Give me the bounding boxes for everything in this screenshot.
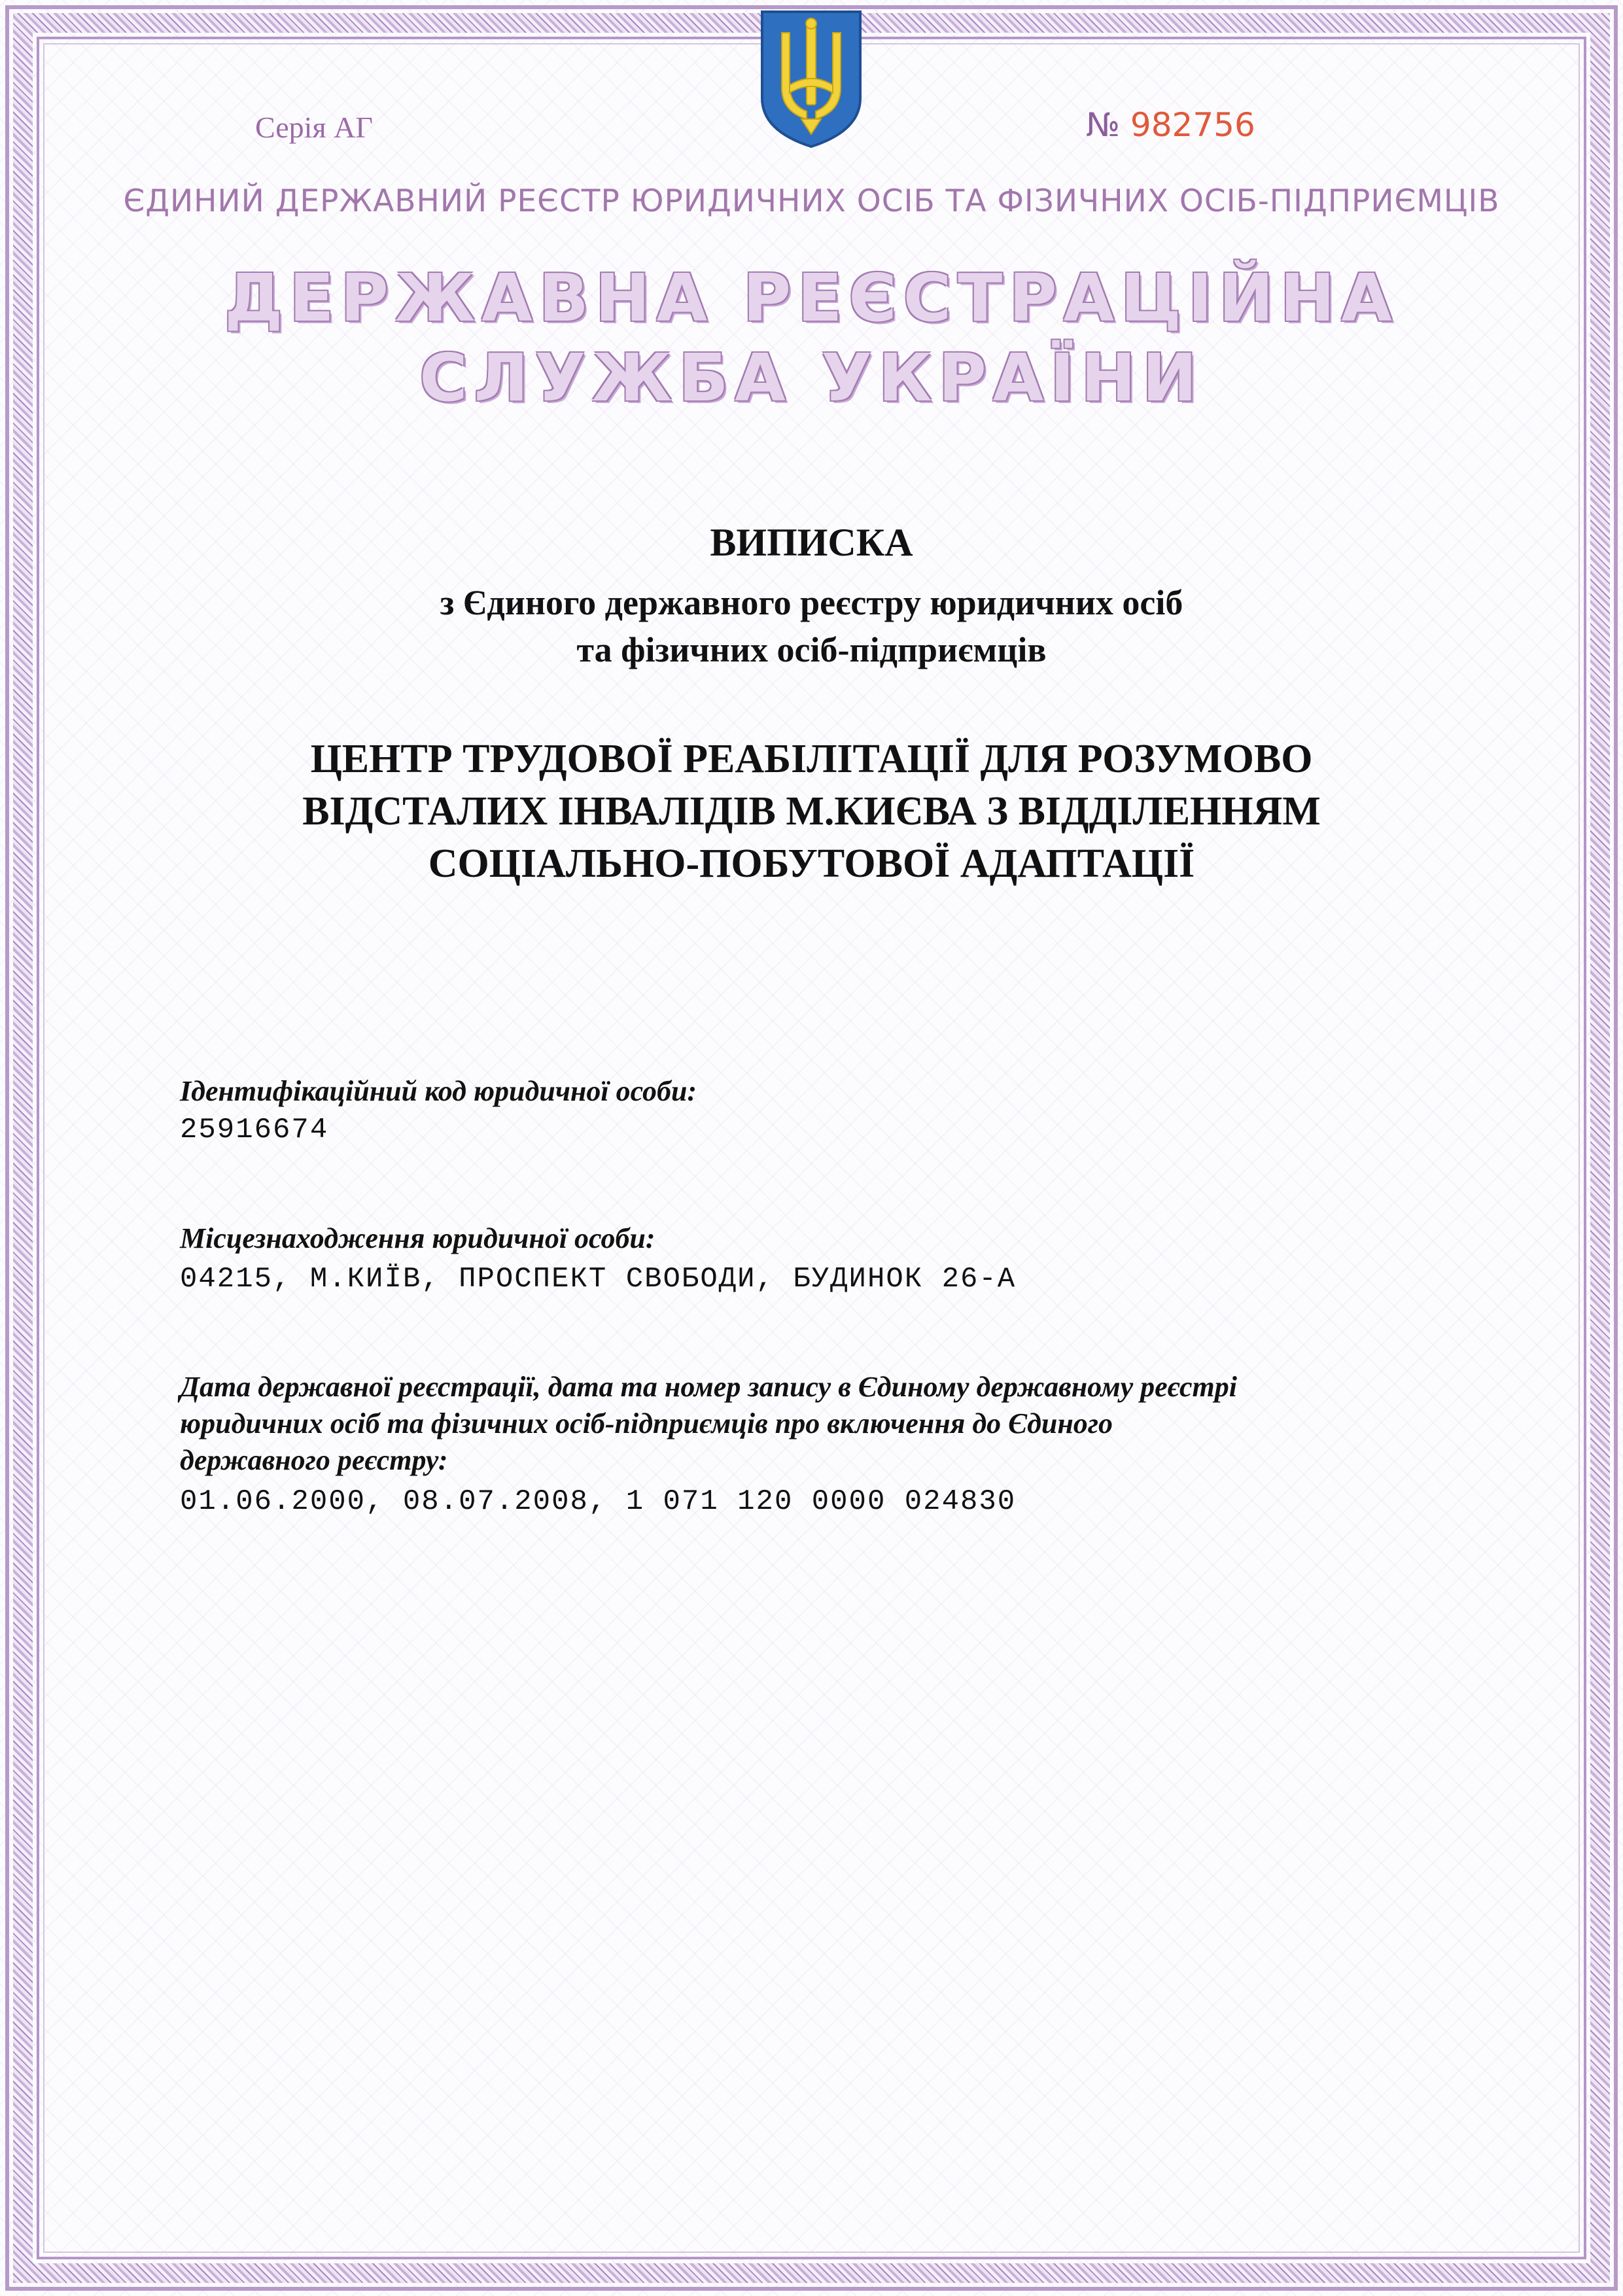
registration-label <box>180 1369 1488 1479</box>
organization-name-line-1: ЦЕНТР ТРУДОВОЇ РЕАБІЛІТАЦІЇ ДЛЯ РОЗУМОВО <box>310 737 1313 781</box>
number-value: 982756 <box>1130 106 1255 144</box>
service-title-line-2: СЛУЖБА УКРАЇНИ <box>419 340 1204 416</box>
organization-name <box>0 733 1623 890</box>
form-number <box>1086 106 1255 144</box>
document-title: ВИПИСКА <box>710 521 913 564</box>
id-code-value: 25916674 <box>180 1114 329 1146</box>
service-title <box>0 258 1623 418</box>
organization-name-line-2: ВІДСТАЛИХ ІНВАЛІДІВ М.КИЄВА З ВІДДІЛЕННЯМ <box>302 789 1321 834</box>
document-subtitle-line-2: та фізичних осіб-підприємців <box>576 630 1047 669</box>
registration-label-line-1: Дата державної реєстрації, дата та номер запису в Єдиному державному реєстрі <box>180 1371 1237 1403</box>
document-subtitle-line-1: з Єдиного державного реєстру юридичних осіб <box>440 583 1183 622</box>
registry-heading: ЄДИНИЙ ДЕРЖАВНИЙ РЕЄСТР ЮРИДИЧНИХ ОСІБ ТА ФІЗИЧНИХ ОСІБ-ПІДПРИЄМЦІВ <box>123 183 1500 219</box>
coat-of-arms-icon <box>749 7 873 150</box>
registration-label-line-3: державного реєстру: <box>180 1444 448 1476</box>
series-label: Серія АГ <box>255 111 373 144</box>
registration-label-line-2: юридичних осіб та фізичних осіб-підприємців про включення до Єдиного <box>180 1407 1113 1439</box>
id-code-label: Ідентифікаційний код юридичної особи: <box>180 1075 697 1107</box>
service-title-line-1: ДЕРЖАВНА РЕЄСТРАЦІЙНА <box>224 260 1399 336</box>
registration-value: 01.06.2000, 08.07.2008, 1 071 120 0000 024830 <box>180 1485 1017 1518</box>
location-label: Місцезнаходження юридичної особи: <box>180 1222 655 1254</box>
number-prefix: № <box>1086 106 1121 144</box>
location-value: 04215, М.КИЇВ, ПРОСПЕКТ СВОБОДИ, БУДИНОК 26-А <box>180 1263 1017 1296</box>
document-subtitle <box>0 579 1623 673</box>
organization-name-line-3: СОЦІАЛЬНО-ПОБУТОВОЇ АДАПТАЦІЇ <box>428 841 1195 886</box>
